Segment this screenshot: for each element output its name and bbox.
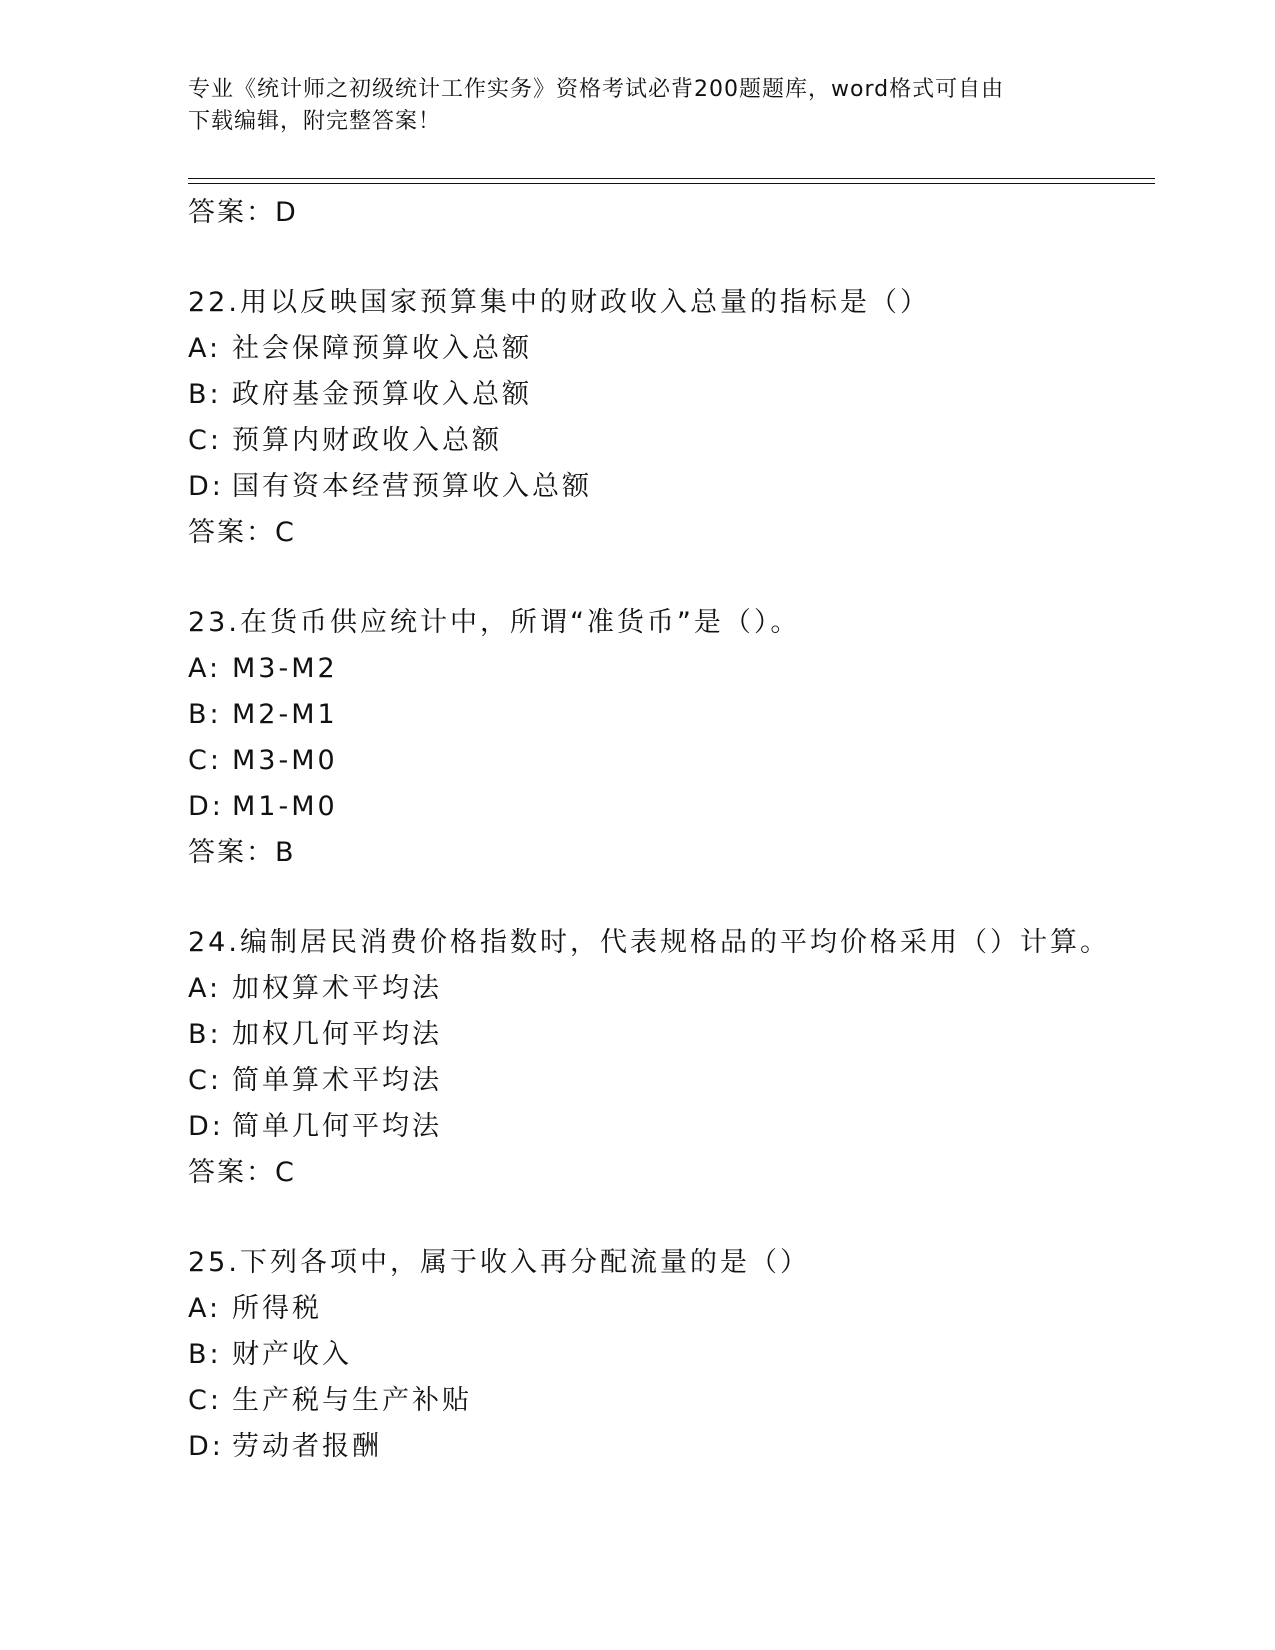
option-key: A:	[188, 333, 222, 364]
header-divider-top	[188, 178, 1155, 179]
option-d	[188, 464, 1148, 510]
option-text: 社会保障预算收入总额	[232, 333, 532, 364]
option-key: B:	[188, 699, 222, 730]
question-block	[188, 1240, 1148, 1470]
question-text: 25.下列各项中，属于收入再分配流量的是（）	[188, 1247, 810, 1278]
option-key: A:	[188, 653, 222, 684]
option-key: B:	[188, 1019, 222, 1050]
option-text: 劳动者报酬	[232, 1431, 382, 1462]
option-d	[188, 1424, 1148, 1470]
option-c	[188, 418, 1148, 464]
option-text: 所得税	[232, 1293, 322, 1324]
option-text: M2-M1	[232, 699, 338, 730]
option-a	[188, 326, 1148, 372]
header-line-2: 下载编辑，附完整答案！	[188, 109, 442, 134]
option-c	[188, 738, 1148, 784]
answer-text: 答案：B	[188, 837, 296, 868]
option-text: 加权算术平均法	[232, 973, 442, 1004]
option-text: 生产税与生产补贴	[232, 1385, 472, 1416]
option-b	[188, 1012, 1148, 1058]
option-text: M3-M2	[232, 653, 338, 684]
option-d	[188, 1104, 1148, 1150]
option-key: C:	[188, 745, 222, 776]
option-text: 政府基金预算收入总额	[232, 379, 532, 410]
option-text: 简单几何平均法	[232, 1111, 442, 1142]
question-text: 24.编制居民消费价格指数时，代表规格品的平均价格采用（）计算。	[188, 927, 1110, 958]
option-a	[188, 966, 1148, 1012]
option-key: A:	[188, 1293, 222, 1324]
question-list	[188, 190, 1148, 1470]
option-a	[188, 646, 1148, 692]
question-block	[188, 920, 1148, 1196]
question-text: 22.用以反映国家预算集中的财政收入总量的指标是（）	[188, 287, 930, 318]
option-text: 财产收入	[232, 1339, 352, 1370]
option-key: C:	[188, 1385, 222, 1416]
option-key: D:	[188, 1111, 224, 1142]
option-c	[188, 1378, 1148, 1424]
option-text: M1-M0	[232, 791, 338, 822]
option-b	[188, 692, 1148, 738]
option-text: M3-M0	[232, 745, 338, 776]
option-text: 预算内财政收入总额	[232, 425, 502, 456]
option-key: A:	[188, 973, 222, 1004]
answer-text: 答案：C	[188, 1157, 296, 1188]
question-block	[188, 280, 1148, 556]
option-key: C:	[188, 1065, 222, 1096]
header-line-1: 专业《统计师之初级统计工作实务》资格考试必背200题题库，word格式可自由	[188, 77, 1005, 102]
option-d	[188, 784, 1148, 830]
option-key: D:	[188, 1431, 224, 1462]
previous-answer: 答案：D	[188, 197, 298, 228]
answer-text: 答案：C	[188, 517, 296, 548]
question-block	[188, 600, 1148, 876]
option-key: D:	[188, 791, 224, 822]
option-b	[188, 372, 1148, 418]
header-divider-bottom	[188, 183, 1155, 184]
option-text: 简单算术平均法	[232, 1065, 442, 1096]
option-key: B:	[188, 1339, 222, 1370]
option-key: D:	[188, 471, 224, 502]
option-a	[188, 1286, 1148, 1332]
option-text: 国有资本经营预算收入总额	[232, 471, 592, 502]
option-text: 加权几何平均法	[232, 1019, 442, 1050]
option-key: C:	[188, 425, 222, 456]
option-c	[188, 1058, 1148, 1104]
question-text: 23.在货币供应统计中，所谓“准货币”是（）。	[188, 607, 801, 638]
document-header	[188, 74, 1088, 138]
option-key: B:	[188, 379, 222, 410]
option-b	[188, 1332, 1148, 1378]
